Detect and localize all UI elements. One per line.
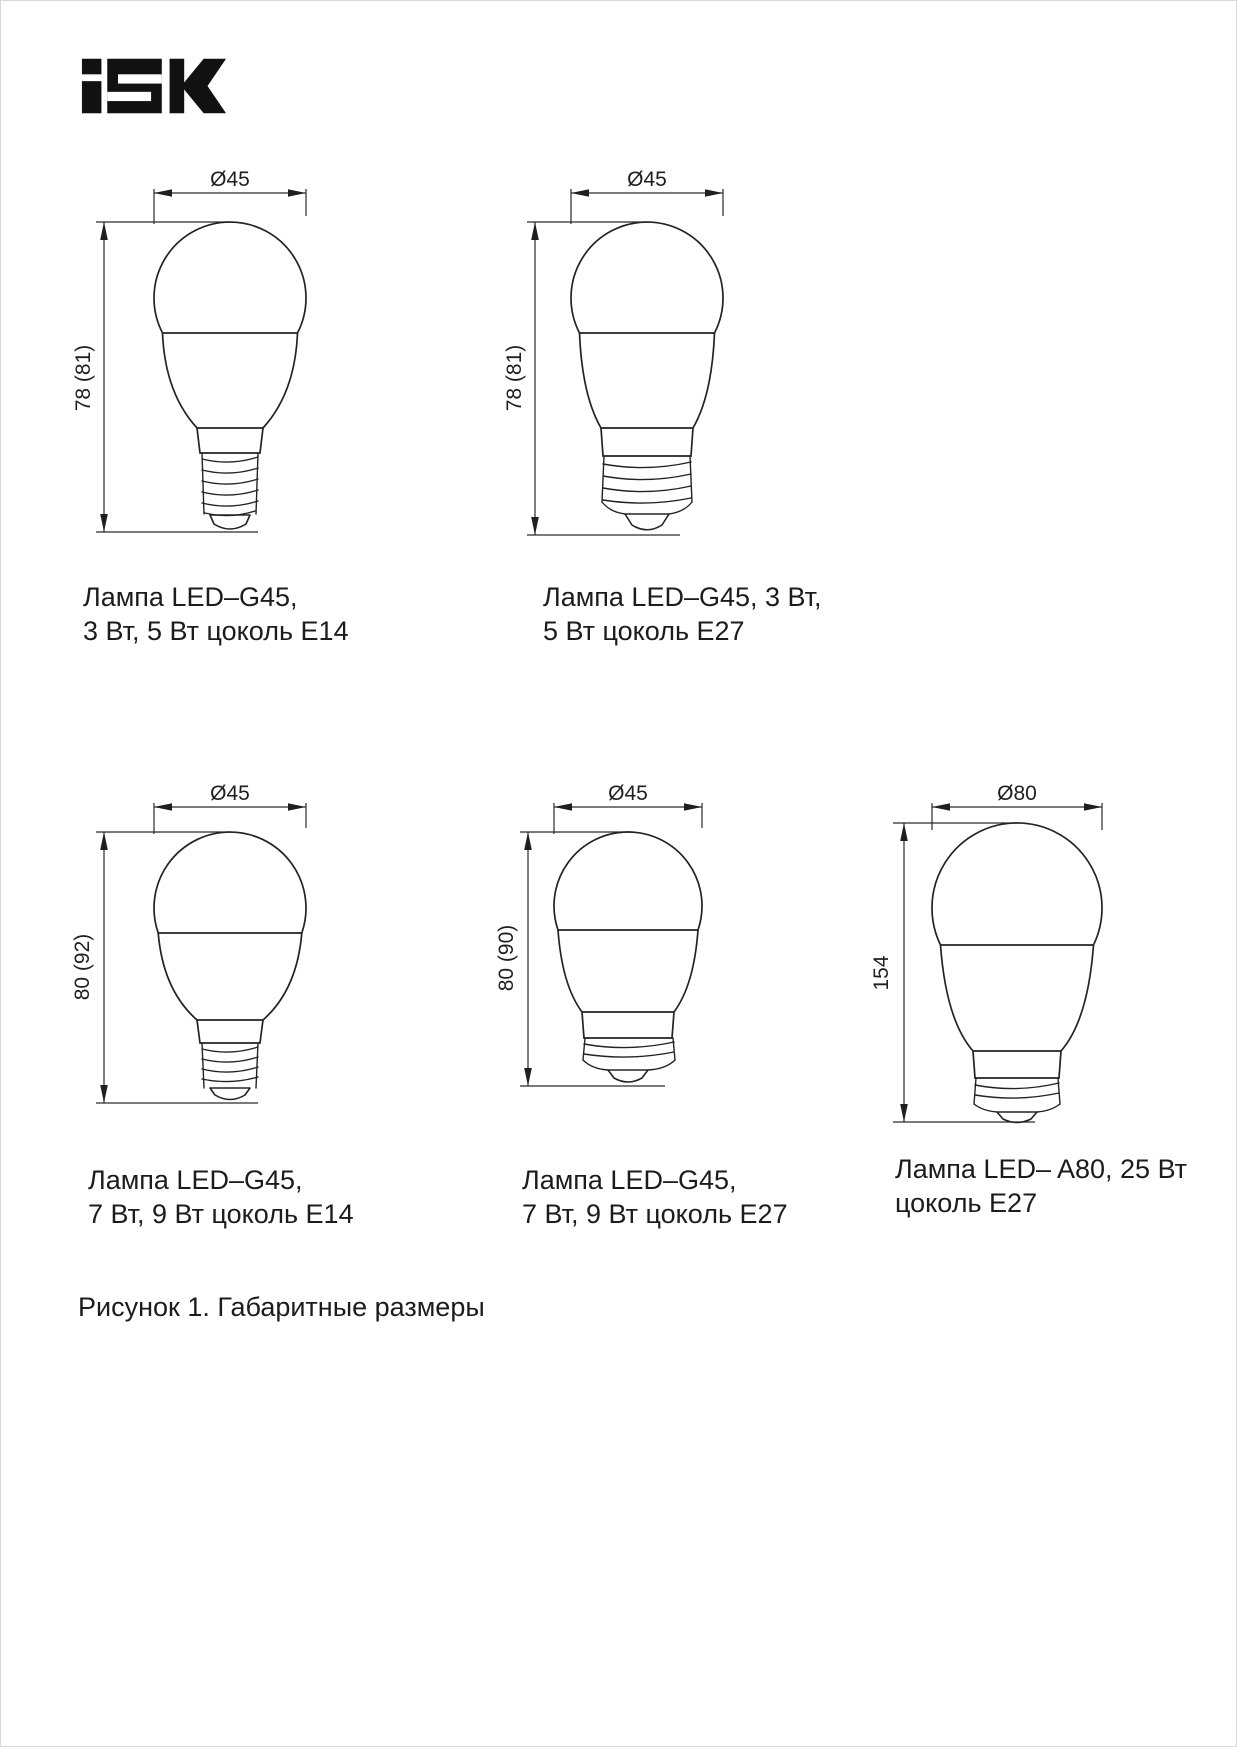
- lamp-caption: [83, 580, 349, 648]
- lamp-caption-line1: Лампа LED–G45,: [88, 1165, 303, 1195]
- bulb-outline: [571, 222, 723, 530]
- figure-caption: Рисунок 1. Габаритные размеры: [78, 1292, 485, 1322]
- diameter-dimension-label: Ø45: [210, 782, 250, 805]
- lamp-caption: [895, 1152, 1187, 1220]
- logo-i-stem: [82, 81, 101, 113]
- bulb-outline: [554, 832, 702, 1082]
- iek-logo: [80, 58, 228, 114]
- lamp-diagram-g45-e27-3-5w: [440, 150, 720, 570]
- diameter-dimension: [154, 782, 306, 834]
- diameter-dimension-label: Ø45: [608, 782, 648, 805]
- lamp-caption-line1: Лампа LED–G45,: [83, 582, 298, 612]
- diameter-dimension: [554, 782, 702, 834]
- diameter-dimension-label: Ø45: [627, 168, 667, 191]
- lamp-caption-line2: цоколь E27: [895, 1188, 1038, 1218]
- logo-k: [170, 59, 226, 114]
- diameter-dimension-label: Ø80: [997, 782, 1037, 805]
- lamp-caption-line1: Лампа LED–G45, 3 Вт,: [543, 582, 822, 612]
- height-dimension: [72, 222, 258, 532]
- diameter-dimension: [154, 168, 306, 224]
- height-dimension-label: 78 (81): [503, 344, 526, 412]
- bulb-outline: [154, 222, 306, 529]
- lamp-caption-line2: 7 Вт, 9 Вт цоколь E27: [522, 1199, 788, 1229]
- lamp-diagram-a80-e27-25w: [780, 690, 1120, 1140]
- lamp-caption-line2: 5 Вт цоколь E27: [543, 616, 745, 646]
- lamp-caption: [88, 1163, 354, 1231]
- lamp-diagram-g45-e14-7-9w: [60, 690, 320, 1140]
- lamp-caption: [522, 1163, 788, 1231]
- lamp-diagram-g45-e27-7-9w: [440, 690, 720, 1140]
- iek-logo-drawing: [80, 58, 228, 114]
- lamp-caption-line1: Лампа LED– A80, 25 Вт: [895, 1154, 1188, 1184]
- height-dimension-label: 80 (92): [71, 933, 94, 1001]
- lamp-caption-line1: Лампа LED–G45,: [522, 1165, 737, 1195]
- logo-e: [107, 59, 162, 114]
- lamp-caption: [543, 580, 822, 648]
- bulb-outline: [154, 832, 306, 1099]
- height-dimension-label: 78 (81): [72, 344, 95, 412]
- lamp-drawing: [440, 690, 720, 1140]
- diameter-dimension-label: Ø45: [210, 168, 250, 191]
- height-dimension-label: 154: [870, 955, 893, 991]
- lamp-drawing: [440, 150, 720, 570]
- lamp-drawing: [780, 690, 1120, 1140]
- logo-i-dot: [82, 59, 101, 75]
- bulb-outline: [932, 823, 1102, 1123]
- lamp-caption-line2: 7 Вт, 9 Вт цоколь E14: [88, 1199, 354, 1229]
- lamp-drawing: [60, 690, 320, 1140]
- lamp-diagram-g45-e14-3-5w: [60, 150, 320, 570]
- lamp-drawing: [60, 150, 320, 570]
- height-dimension: [503, 222, 680, 535]
- height-dimension-label: 80 (90): [495, 924, 518, 992]
- height-dimension: [495, 832, 665, 1086]
- diameter-dimension: [571, 168, 723, 224]
- lamp-caption-line2: 3 Вт, 5 Вт цоколь E14: [83, 616, 349, 646]
